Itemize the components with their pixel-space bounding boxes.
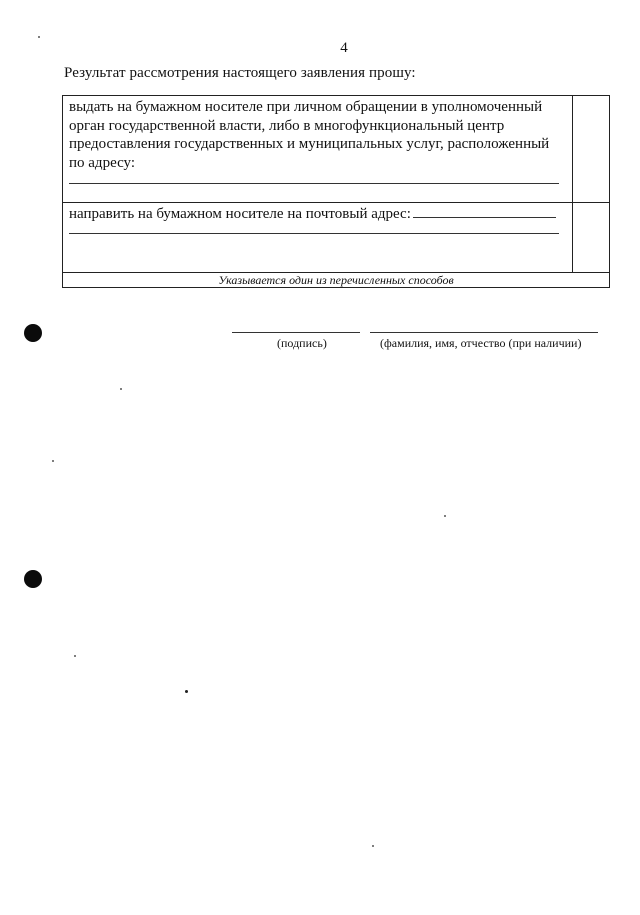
postal-address-fill-line-2[interactable] bbox=[69, 233, 559, 234]
scan-speck bbox=[372, 845, 374, 847]
scan-speck bbox=[120, 388, 122, 390]
option-text: направить на бумажном носителе на почтовый адрес: bbox=[69, 206, 411, 222]
options-table bbox=[62, 95, 610, 288]
signature-fill-line[interactable] bbox=[232, 332, 360, 333]
postal-address-fill-line[interactable] bbox=[413, 217, 556, 218]
punch-hole bbox=[24, 570, 42, 588]
full-name-label: (фамилия, имя, отчество (при наличии) bbox=[380, 336, 582, 350]
address-fill-line[interactable] bbox=[69, 183, 559, 184]
option-row-postal bbox=[63, 203, 609, 273]
scan-speck bbox=[444, 515, 446, 517]
full-name-fill-line[interactable] bbox=[370, 332, 598, 333]
table-note: Указывается один из перечисленных способов bbox=[218, 273, 454, 287]
option-row-paper-in-person bbox=[63, 96, 609, 203]
option-checkbox-cell[interactable] bbox=[572, 203, 609, 272]
scan-speck bbox=[38, 36, 40, 38]
option-checkbox-cell[interactable] bbox=[572, 96, 609, 202]
page-number: 4 bbox=[340, 40, 348, 56]
scan-speck bbox=[74, 655, 76, 657]
punch-hole bbox=[24, 324, 42, 342]
signature-label: (подпись) bbox=[277, 336, 327, 350]
intro-text: Результат рассмотрения настоящего заявления прошу: bbox=[64, 65, 416, 81]
scan-speck bbox=[52, 460, 54, 462]
option-text: выдать на бумажном носителе при личном обращении в уполномоченный орган государственной власти, либо в многофункциональный центр предоставления государственных и муниципальных услуг, расположенный по адресу: bbox=[69, 99, 550, 171]
scan-speck bbox=[185, 690, 188, 693]
